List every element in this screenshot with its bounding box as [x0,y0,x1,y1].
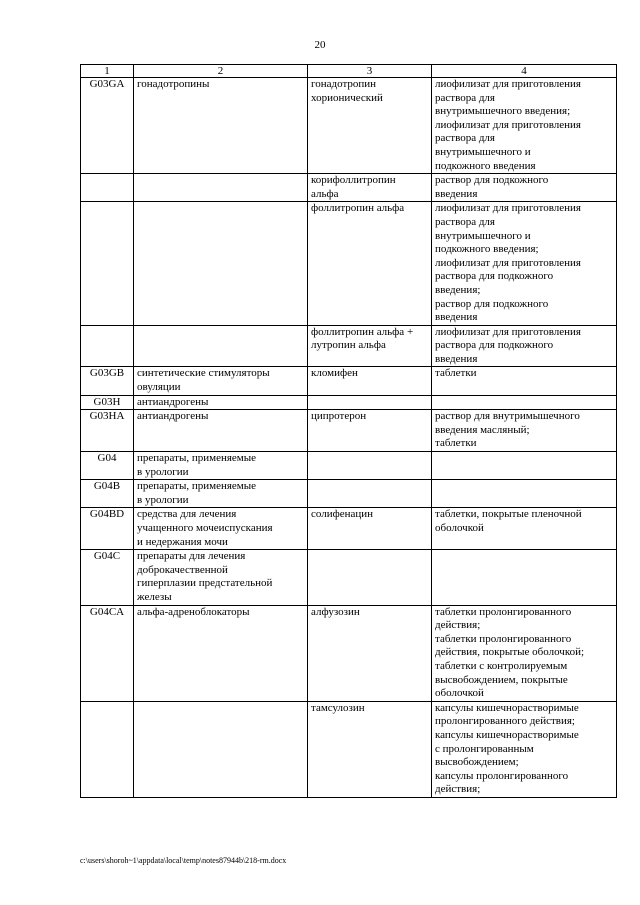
cell-text-line: капсулы кишечнорастворимые [435,701,579,714]
group-name-cell [134,367,308,395]
table-row [81,605,617,701]
cell-text-line: подкожного введения; [435,243,539,256]
cell-text-line: ципротерон [311,410,367,423]
dosage-forms-cell [432,410,617,452]
drug-name-cell [308,550,432,605]
drug-name-cell [308,174,432,202]
group-name-cell [134,480,308,508]
cell-text-line: подкожного введения [435,159,536,172]
table-row [81,508,617,550]
group-name-cell [134,701,308,797]
cell-text-line: капсулы пролонгированного [435,769,569,782]
cell-text-line: внутримышечного введения; [435,105,571,118]
dosage-forms-cell [432,174,617,202]
atc-code-cell: G04 [81,452,134,480]
group-name-cell [134,452,308,480]
table-row [81,202,617,325]
header-cell-4: 4 [432,65,617,78]
atc-code-cell [81,325,134,367]
header-cell-3: 3 [308,65,432,78]
cell-text-line: оболочкой [435,522,484,534]
cell-text-line: учащенного мочеиспускания [137,522,273,534]
cell-text-line: капсулы кишечнорастворимые [435,728,579,741]
cell-text-line: гонадотропин [311,78,377,90]
atc-code-cell: G03H [81,395,134,410]
cell-text-line: хорионический [311,91,383,104]
atc-code-cell: G03GA [81,78,134,174]
cell-text-line: таблетки [435,437,477,450]
cell-text-line: солифенацин [311,508,374,521]
group-name-cell [134,174,308,202]
atc-code-cell [81,174,134,202]
cell-text-line: кломифен [311,367,358,380]
cell-text-line: с пролонгированным [435,742,534,755]
cell-text-line: антиандрогены [137,395,209,408]
cell-text-line: раствора для подкожного [435,270,554,283]
cell-text-line: овуляции [137,381,181,394]
cell-text-line: лутропин альфа [311,339,386,352]
table-row [81,410,617,452]
page-number: 20 [314,39,326,51]
dosage-forms-cell [432,605,617,701]
dosage-forms-cell [432,550,617,605]
cell-text-line: таблетки пролонгированного [435,605,572,618]
group-name-cell [134,550,308,605]
dosage-forms-cell [432,202,617,325]
cell-text-line: введения [435,187,478,200]
dosage-forms-cell [432,395,617,410]
cell-text-line: раствора для [435,215,495,228]
cell-text-line: раствора для [435,91,495,104]
dosage-forms-cell [432,78,617,174]
dosage-forms-cell [432,325,617,367]
cell-text-line: таблетки [435,367,477,380]
drug-name-cell [308,78,432,174]
table-header-row [81,65,617,78]
cell-text-line: высвобождением, покрытые [435,673,568,686]
dosage-forms-cell [432,701,617,797]
drug-name-cell [308,367,432,395]
cell-text-line: средства для лечения [137,508,237,521]
cell-text-line: введения масляный; [435,423,530,436]
header-cell-2: 2 [134,65,308,78]
cell-text-line: таблетки, покрытые пленочной [435,508,582,521]
cell-text-line: действия, покрытые оболочкой; [435,646,585,659]
cell-text-line: лиофилизат для приготовления [435,325,581,338]
cell-text-line: препараты для лечения [137,550,246,563]
table-row [81,550,617,605]
cell-text-line: в урологии [137,493,189,506]
drug-name-cell [308,202,432,325]
drug-name-cell [308,395,432,410]
cell-text-line: таблетки пролонгированного [435,632,572,645]
cell-text-line: тамсулозин [311,701,365,714]
atc-code-cell: G04C [81,550,134,605]
atc-code-cell: G03HA [81,410,134,452]
table-row [81,78,617,174]
table-row [81,452,617,480]
cell-text-line: введения [435,352,478,365]
drug-name-cell [308,480,432,508]
cell-text-line: альфа [311,187,339,200]
cell-text-line: высвобождением; [435,756,519,769]
drug-name-cell [308,701,432,797]
cell-text-line: лиофилизат для приготовления [435,118,581,131]
group-name-cell [134,605,308,701]
cell-text-line: фоллитропин альфа + [311,325,414,338]
dosage-forms-cell [432,508,617,550]
cell-text-line: в урологии [137,465,189,478]
cell-text-line: и недержания мочи [137,535,228,548]
cell-text-line: антиандрогены [137,410,209,423]
drug-name-cell [308,605,432,701]
drug-name-cell [308,410,432,452]
atc-code-cell [81,701,134,797]
cell-text-line: раствора для подкожного [435,339,554,352]
cell-text-line: раствор для внутримышечного [435,410,580,423]
atc-code-cell: G04CA [81,605,134,701]
cell-text-line: введения [435,311,478,324]
cell-text-line: гиперплазии предстательной [137,577,273,590]
table-row [81,480,617,508]
cell-text-line: введения; [435,283,481,296]
cell-text-line: корифоллитропин [311,174,396,187]
dosage-forms-cell [432,480,617,508]
cell-text-line: внутримышечного и [435,229,531,242]
table-row [81,174,617,202]
cell-text-line: действия; [435,619,481,632]
cell-text-line: алфузозин [311,605,360,618]
cell-text-line: гонадотропины [137,78,210,90]
group-name-cell [134,202,308,325]
dosage-forms-cell [432,367,617,395]
footer-file-path: c:\users\shoroh~1\appdata\local\temp\notes87944b\218-rm.docx [80,856,287,865]
cell-text-line: раствор для подкожного [435,174,549,187]
group-name-cell [134,410,308,452]
atc-code-cell [81,202,134,325]
header-cell-1: 1 [81,65,134,78]
cell-text-line: лиофилизат для приготовления [435,256,581,269]
drug-name-cell [308,452,432,480]
table-row [81,325,617,367]
cell-text-line: лиофилизат для приготовления [435,78,581,90]
cell-text-line: синтетические стимуляторы [137,367,270,380]
cell-text-line: раствора для [435,132,495,145]
cell-text-line: действия; [435,783,481,796]
group-name-cell [134,78,308,174]
atc-code-cell: G04BD [81,508,134,550]
table-row [81,395,617,410]
drug-table [80,64,617,798]
cell-text-line: доброкачественной [137,563,228,576]
cell-text-line: железы [137,590,172,603]
atc-code-cell: G03GB [81,367,134,395]
group-name-cell [134,508,308,550]
group-name-cell [134,325,308,367]
table-row [81,367,617,395]
table-row [81,701,617,797]
table-body [81,65,617,798]
cell-text-line: препараты, применяемые [137,480,257,493]
dosage-forms-cell [432,452,617,480]
cell-text-line: лиофилизат для приготовления [435,202,581,215]
cell-text-line: фоллитропин альфа [311,202,405,215]
cell-text-line: внутримышечного и [435,145,531,158]
cell-text-line: препараты, применяемые [137,452,257,465]
drug-name-cell [308,508,432,550]
atc-code-cell: G04B [81,480,134,508]
drug-name-cell [308,325,432,367]
cell-text-line: таблетки с контролируемым [435,659,568,672]
group-name-cell [134,395,308,410]
cell-text-line: альфа-адреноблокаторы [137,605,250,618]
cell-text-line: оболочкой [435,687,484,700]
cell-text-line: раствор для подкожного [435,297,549,310]
cell-text-line: пролонгированного действия; [435,715,575,728]
